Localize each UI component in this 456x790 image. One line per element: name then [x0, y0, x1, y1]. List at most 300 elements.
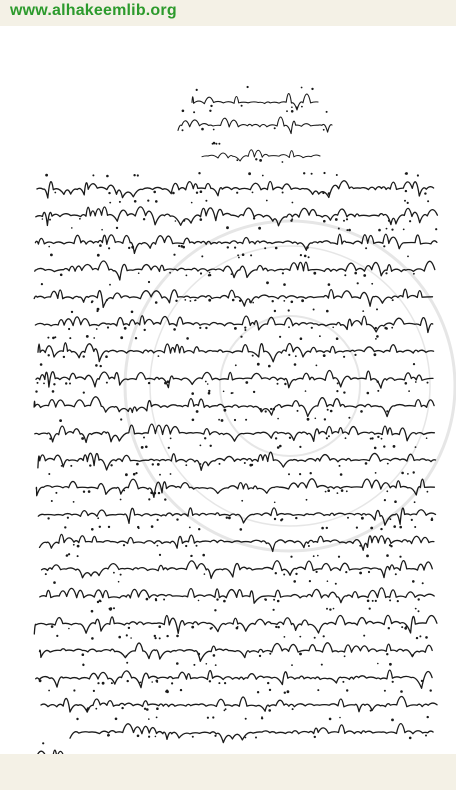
ink-dot: [347, 517, 349, 519]
ink-dot: [200, 445, 202, 447]
ink-dot: [200, 272, 202, 274]
ink-dot: [154, 635, 156, 637]
ink-dot: [346, 490, 348, 492]
ink-dot: [290, 556, 292, 558]
ink-dot: [77, 545, 80, 548]
ink-dot: [208, 299, 211, 302]
ink-dot: [151, 525, 154, 528]
ink-dot: [224, 682, 226, 684]
ink-dot: [231, 273, 233, 275]
ink-dot: [247, 86, 249, 88]
ink-dot: [415, 608, 417, 610]
ink-dot: [291, 301, 294, 304]
ink-dot: [407, 256, 409, 258]
ink-dot: [386, 653, 388, 655]
ink-dot: [223, 391, 225, 393]
ink-dot: [49, 438, 51, 440]
ink-dot: [372, 600, 374, 602]
ink-dot: [183, 219, 185, 221]
ink-dot: [389, 599, 391, 601]
ink-dot: [137, 174, 139, 176]
ink-dot: [140, 682, 142, 684]
ink-dot: [260, 410, 262, 412]
ink-dot: [43, 383, 45, 385]
ink-dot: [407, 473, 409, 475]
ink-dot: [109, 607, 112, 610]
ink-dot: [173, 254, 175, 256]
manuscript-line: [38, 452, 436, 470]
ink-dot: [108, 192, 110, 194]
ink-dot: [91, 637, 94, 640]
ink-dot: [127, 680, 129, 682]
site-url-link[interactable]: www.alhakeemlib.org: [10, 2, 177, 19]
ink-dot: [259, 159, 262, 162]
ink-dot: [275, 572, 277, 574]
manuscript-line: [41, 696, 437, 712]
ink-dot: [329, 608, 331, 610]
ink-dot: [83, 355, 85, 357]
ink-dot: [106, 299, 108, 301]
ink-dot: [123, 544, 125, 546]
ink-dot: [176, 662, 179, 665]
ink-dot: [143, 218, 145, 220]
ink-dot: [413, 363, 415, 365]
ink-dot: [156, 717, 158, 719]
ink-dot: [236, 627, 239, 630]
ink-dot: [357, 282, 359, 284]
ink-dot: [157, 463, 160, 466]
ink-dot: [374, 353, 377, 356]
ink-dot: [244, 462, 246, 464]
ink-dot: [324, 418, 326, 420]
ink-dot: [245, 381, 248, 384]
ink-dot: [89, 464, 91, 466]
ink-dot: [338, 556, 340, 558]
ink-dot: [323, 220, 326, 223]
ink-dot: [68, 628, 70, 630]
ink-dot: [79, 218, 81, 220]
ink-dot: [337, 492, 339, 494]
ink-dot: [281, 518, 283, 520]
ink-dot: [343, 391, 345, 393]
ink-dot: [274, 310, 276, 312]
ink-dot: [110, 464, 112, 466]
manuscript-line: [34, 289, 432, 307]
ink-dot: [175, 300, 177, 302]
ink-dot: [299, 473, 301, 475]
ink-dot: [346, 229, 348, 231]
ink-dot: [405, 172, 408, 175]
ink-dot: [330, 410, 333, 413]
ink-dot: [37, 382, 39, 384]
ink-dot: [288, 473, 290, 475]
manuscript-line: [40, 643, 433, 662]
ink-dot: [95, 708, 97, 710]
ink-dot: [408, 390, 410, 392]
ink-dot: [49, 219, 51, 221]
ink-dot: [283, 300, 285, 302]
site-footer-bar: [0, 754, 456, 790]
ink-dot: [108, 247, 110, 249]
ink-dot: [83, 392, 85, 394]
ink-dot: [155, 736, 157, 738]
ink-dot: [166, 635, 168, 637]
ink-dot: [164, 382, 167, 385]
ink-dot: [348, 229, 351, 232]
ink-dot: [213, 142, 216, 145]
ink-dot: [377, 390, 379, 392]
ink-dot: [362, 310, 364, 312]
ink-dot: [63, 356, 65, 358]
ink-dot: [306, 499, 308, 501]
ink-dot: [159, 637, 161, 639]
ink-dot: [120, 336, 123, 339]
ink-dot: [180, 689, 182, 691]
ink-dot: [375, 472, 377, 474]
manuscript-line: [38, 343, 434, 362]
ink-dot: [286, 110, 288, 112]
ink-dot: [47, 337, 49, 339]
ink-dot: [386, 228, 388, 230]
ink-dot: [134, 200, 137, 203]
ink-dot: [120, 418, 122, 420]
ink-dot: [209, 272, 211, 274]
ink-dot: [52, 390, 55, 393]
ink-dot: [392, 681, 394, 683]
ink-dot: [65, 382, 67, 384]
ink-dot: [368, 571, 370, 573]
ink-dot: [291, 106, 293, 108]
ink-dot: [374, 447, 377, 450]
ink-dot: [388, 627, 390, 629]
ink-dot: [155, 637, 157, 639]
ink-dot: [193, 111, 195, 113]
ink-dot: [293, 580, 296, 583]
ink-dot: [326, 608, 328, 610]
ink-dot: [64, 526, 66, 528]
ink-dot: [404, 200, 406, 202]
ink-dot: [135, 472, 137, 474]
ink-dot: [421, 680, 423, 682]
ink-dot: [182, 246, 185, 249]
ink-dot: [120, 574, 122, 576]
ink-dot: [377, 436, 379, 438]
ink-dot: [190, 300, 192, 302]
ink-dot: [189, 527, 191, 529]
ink-dot: [265, 410, 267, 412]
ink-dot: [141, 446, 144, 449]
ink-dot: [323, 129, 325, 131]
ink-dot: [321, 527, 324, 530]
ink-dot: [61, 465, 63, 467]
ink-dot: [173, 328, 176, 331]
ink-dot: [241, 105, 243, 107]
ink-dot: [380, 528, 382, 530]
ink-dot: [399, 556, 401, 558]
ink-dot: [118, 581, 120, 583]
manuscript-page: [0, 26, 456, 754]
ink-dot: [297, 410, 299, 412]
ink-dot: [218, 682, 220, 684]
ink-dot: [314, 736, 316, 738]
ink-dot: [363, 635, 365, 637]
ink-dot: [260, 408, 262, 410]
ink-dot: [266, 281, 269, 284]
ink-dot: [384, 327, 387, 330]
ink-dot: [277, 446, 280, 449]
ink-dot: [346, 218, 348, 220]
ink-dot: [50, 254, 53, 257]
ink-dot: [240, 336, 242, 338]
manuscript-line: [36, 207, 438, 226]
ink-dot: [427, 716, 429, 718]
ink-dot: [48, 246, 50, 248]
ink-dot: [223, 600, 226, 603]
ink-dot: [138, 527, 140, 529]
ink-dot: [73, 689, 75, 691]
ink-dot: [328, 435, 330, 437]
ink-dot: [422, 582, 424, 584]
ink-dot: [282, 272, 284, 274]
ink-dot: [245, 718, 247, 720]
ink-dot: [121, 707, 123, 709]
ink-dot: [255, 737, 257, 739]
ink-dot: [209, 110, 211, 112]
ink-dot: [97, 308, 100, 311]
ink-dot: [70, 465, 72, 467]
ink-dot: [414, 526, 416, 528]
ink-dot: [262, 175, 264, 177]
ink-dot: [273, 599, 275, 601]
ink-dot: [170, 473, 172, 475]
ink-dot: [214, 735, 216, 737]
ink-dot: [199, 327, 201, 329]
ink-dot: [387, 463, 389, 465]
ink-dot: [120, 499, 122, 501]
ink-dot: [204, 437, 206, 439]
ink-dot: [295, 573, 297, 575]
ink-dot: [431, 517, 433, 519]
ink-dot: [238, 257, 240, 259]
ink-dot: [327, 409, 329, 411]
ink-dot: [282, 161, 284, 163]
ink-dot: [192, 736, 194, 738]
ink-dot: [397, 600, 399, 602]
ink-dot: [51, 500, 53, 502]
ink-dot: [409, 220, 411, 222]
ink-dot: [196, 545, 198, 547]
ink-dot: [365, 247, 367, 249]
ink-dot: [241, 500, 243, 502]
ink-dot: [176, 635, 179, 638]
ink-dot: [424, 192, 426, 194]
ink-dot: [327, 489, 330, 492]
ink-dot: [266, 200, 268, 202]
ink-dot: [196, 192, 198, 194]
ink-dot: [106, 382, 108, 384]
ink-dot: [418, 610, 420, 612]
ink-dot: [77, 555, 79, 557]
ink-dot: [427, 491, 429, 493]
ink-dot: [359, 545, 361, 547]
ink-dot: [252, 355, 254, 357]
ink-dot: [136, 463, 139, 466]
ink-dot: [171, 682, 173, 684]
ink-dot: [81, 437, 84, 440]
ink-dot: [268, 709, 271, 712]
ink-dot: [178, 245, 180, 247]
ink-dot: [41, 283, 43, 285]
ink-dot: [269, 653, 271, 655]
ink-dot: [205, 381, 207, 383]
ink-dot: [235, 364, 237, 366]
manuscript-scan: [0, 26, 456, 754]
ink-dot: [321, 664, 323, 666]
ink-dot: [152, 463, 154, 465]
manuscript-line: [34, 615, 437, 634]
ink-dot: [52, 337, 55, 340]
ink-dot: [201, 255, 203, 257]
ink-dot: [45, 573, 47, 575]
ink-dot: [279, 445, 282, 448]
ink-dot: [148, 736, 150, 738]
ink-dot: [232, 299, 235, 302]
ink-dot: [191, 626, 194, 629]
ink-dot: [119, 201, 121, 203]
ink-dot: [415, 446, 417, 448]
ink-dot: [370, 527, 373, 530]
ink-dot: [99, 244, 102, 247]
ink-dot: [346, 689, 348, 691]
ink-dot: [193, 664, 195, 666]
ink-dot: [244, 329, 246, 331]
ink-dot: [270, 408, 272, 410]
ink-dot: [218, 419, 220, 421]
ink-dot: [339, 717, 341, 719]
ink-dot: [131, 311, 134, 314]
ink-dot: [345, 437, 347, 439]
ink-dot: [184, 299, 186, 301]
ink-dot: [272, 300, 274, 302]
ink-dot: [208, 392, 211, 395]
ink-dot: [277, 600, 280, 603]
ink-dot: [115, 718, 118, 721]
ink-dot: [336, 390, 338, 392]
ink-dot: [245, 737, 247, 739]
ink-dot: [328, 192, 331, 195]
ink-dot: [342, 681, 344, 683]
ink-dot: [381, 438, 383, 440]
ink-dot: [337, 382, 339, 384]
ink-dot: [164, 498, 166, 500]
ink-dot: [143, 437, 145, 439]
ink-dot: [404, 627, 407, 630]
ink-dot: [133, 174, 135, 176]
ink-dot: [405, 190, 407, 192]
ink-dot: [207, 383, 209, 385]
ink-dot: [148, 281, 150, 283]
ink-dot: [354, 354, 356, 356]
ink-dot: [335, 218, 338, 221]
ink-dot: [54, 192, 56, 194]
ink-dot: [224, 409, 227, 412]
ink-dot: [343, 220, 345, 222]
ink-dot: [67, 517, 69, 519]
ink-dot: [192, 419, 195, 422]
ink-dot: [206, 663, 208, 665]
ink-dot: [388, 220, 390, 222]
ink-dot: [138, 272, 140, 274]
manuscript-line: [70, 724, 433, 743]
ink-dot: [282, 192, 284, 194]
ink-dot: [144, 329, 146, 331]
ink-dot: [200, 190, 203, 193]
ink-dot: [275, 247, 278, 250]
ink-dot: [360, 410, 363, 413]
ink-dot: [196, 89, 198, 91]
ink-dot: [234, 247, 236, 249]
ink-dot: [131, 246, 134, 249]
ink-dot: [258, 227, 261, 230]
ink-dot: [109, 284, 111, 286]
ink-dot: [212, 716, 214, 718]
ink-dot: [66, 554, 68, 556]
ink-dot: [151, 681, 153, 683]
ink-dot: [275, 626, 277, 628]
ink-dot: [97, 601, 99, 603]
ink-dot: [191, 555, 193, 557]
ink-dot: [148, 718, 150, 720]
ink-dot: [168, 447, 170, 449]
ink-dot: [409, 737, 412, 740]
ink-dot: [274, 518, 276, 520]
ink-dot: [419, 635, 421, 637]
ink-dot: [413, 471, 415, 473]
ink-dot: [326, 310, 329, 313]
ink-dot: [53, 383, 55, 385]
manuscript-line: [37, 181, 434, 198]
ink-dot: [155, 599, 157, 601]
ink-dot: [201, 128, 204, 131]
ink-dot: [303, 172, 305, 174]
ink-dot: [435, 228, 437, 230]
ink-dot: [289, 437, 291, 439]
ink-dot: [154, 492, 157, 495]
ink-dot: [200, 463, 202, 465]
ink-dot: [339, 465, 341, 467]
ink-dot: [175, 220, 177, 222]
ink-dot: [157, 519, 159, 521]
ink-dot: [305, 390, 307, 392]
ink-dot: [96, 328, 98, 330]
ink-dot: [205, 200, 207, 202]
ink-dot: [389, 544, 391, 546]
ink-dot: [367, 392, 370, 395]
ink-dot: [82, 664, 84, 666]
ink-dot: [277, 383, 279, 385]
ink-dot: [386, 410, 388, 412]
ink-dot: [71, 311, 73, 313]
ink-dot: [159, 554, 161, 556]
ink-dot: [59, 419, 62, 422]
ink-dot: [348, 417, 350, 419]
ink-dot: [367, 600, 370, 603]
ink-dot: [315, 418, 317, 420]
ink-dot: [228, 517, 231, 520]
ink-dot: [304, 255, 307, 258]
ink-dot: [113, 572, 115, 574]
ink-dot: [137, 735, 140, 738]
